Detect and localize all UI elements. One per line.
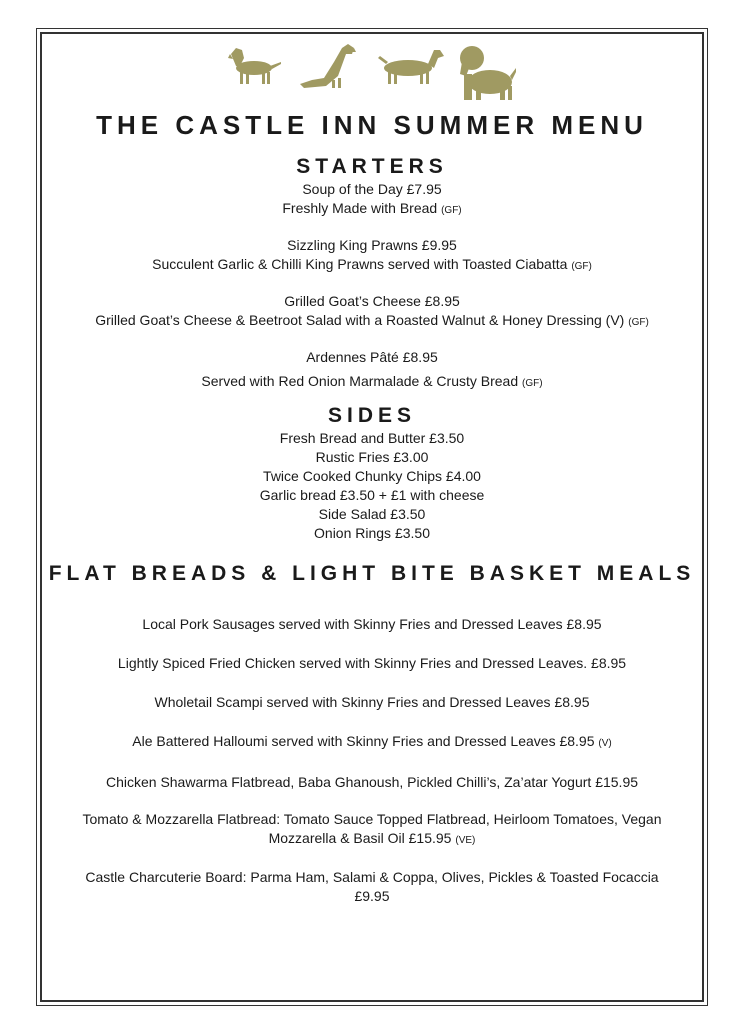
starter-name: Ardennes Pâté £8.95 — [306, 349, 438, 365]
basket-item-cont: Mozzarella & Basil Oil £15.95 (VE) — [268, 830, 476, 846]
dachshund-front-icon — [456, 44, 516, 104]
dachshund-standing-icon — [228, 44, 282, 86]
basket-item: Castle Charcuterie Board: Parma Ham, Salami & Coppa, Olives, Pickles & Toasted Focaccia — [85, 869, 659, 885]
diet-tag: (GF) — [522, 378, 543, 389]
sides-heading: SIDES — [327, 404, 417, 427]
starter-desc: Grilled Goat’s Cheese & Beetroot Salad with a Roasted Walnut & Honey Dressing (V) (GF) — [95, 312, 649, 328]
diet-tag: (V) — [598, 738, 612, 749]
basket-item-cont: £9.95 — [354, 888, 390, 904]
basket-item: Ale Battered Halloumi served with Skinny Fries and Dressed Leaves £8.95 (V) — [132, 733, 612, 749]
menu-title: THE CASTLE INN SUMMER MENU — [96, 110, 648, 140]
starter-name: Grilled Goat’s Cheese £8.95 — [284, 293, 460, 309]
basket-item: Local Pork Sausages served with Skinny Fries and Dressed Leaves £8.95 — [142, 616, 602, 632]
side-item: Rustic Fries £3.00 — [315, 449, 429, 465]
basket-item: Chicken Shawarma Flatbread, Baba Ghanoush, Pickled Chilli’s, Za’atar Yogurt £15.95 — [105, 774, 639, 790]
starter-name: Sizzling King Prawns £9.95 — [287, 237, 457, 253]
diet-tag: (GF) — [571, 261, 592, 272]
dachshund-logo — [44, 36, 700, 108]
dachshund-walking-icon — [378, 44, 444, 86]
dachshund-sitting-icon — [298, 44, 356, 90]
basket-item: Wholetail Scampi served with Skinny Fries and Dressed Leaves £8.95 — [154, 694, 590, 710]
side-item: Onion Rings £3.50 — [314, 525, 430, 541]
diet-tag: (GF) — [628, 317, 649, 328]
starters-heading: STARTERS — [296, 155, 448, 178]
menu-page — [44, 36, 700, 906]
side-item: Garlic bread £3.50 + £1 with cheese — [259, 487, 485, 503]
diet-tag: (VE) — [455, 835, 476, 846]
basket-item: Lightly Spiced Fried Chicken served with Skinny Fries and Dressed Leaves. £8.95 — [117, 655, 627, 671]
baskets-heading: FLAT BREADS & LIGHT BITE BASKET MEALS — [48, 562, 696, 585]
diet-tag: (GF) — [441, 205, 462, 216]
side-item: Side Salad £3.50 — [318, 506, 426, 522]
starter-desc: Freshly Made with Bread (GF) — [282, 200, 462, 216]
starter-name: Soup of the Day £7.95 — [302, 181, 442, 197]
side-item: Fresh Bread and Butter £3.50 — [279, 430, 465, 446]
starter-desc: Served with Red Onion Marmalade & Crusty Bread (GF) — [201, 373, 543, 389]
basket-item: Tomato & Mozzarella Flatbread: Tomato Sauce Topped Flatbread, Heirloom Tomatoes, Vegan — [82, 811, 662, 827]
starter-desc: Succulent Garlic & Chilli King Prawns served with Toasted Ciabatta (GF) — [152, 256, 592, 272]
side-item: Twice Cooked Chunky Chips £4.00 — [263, 468, 481, 484]
